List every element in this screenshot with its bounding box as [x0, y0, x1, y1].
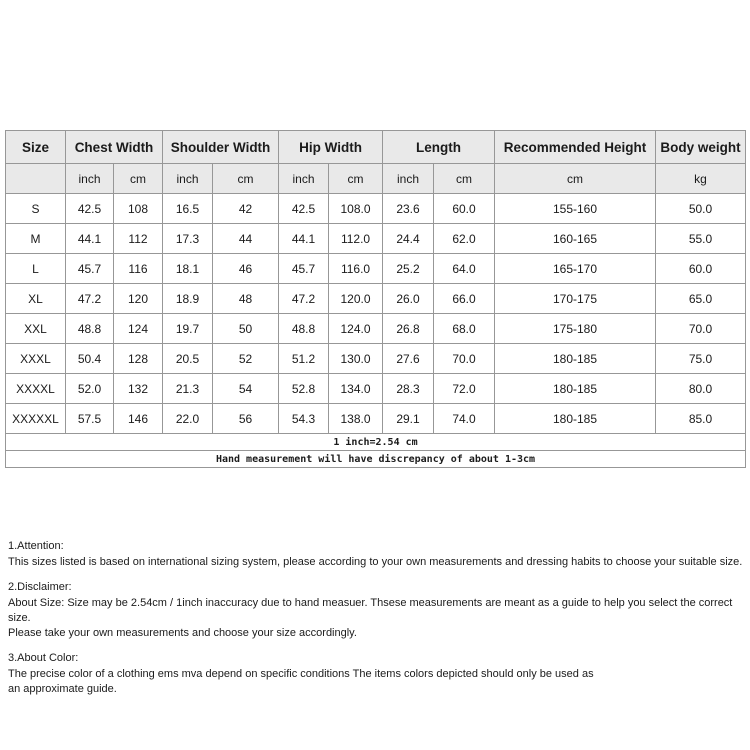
section-attention-title: 1.Attention:	[8, 540, 64, 552]
measurement-cell: 26.8	[383, 314, 434, 344]
size-chart-table	[5, 130, 746, 468]
column-header-body-weight: Body weight	[656, 131, 746, 164]
section-attention	[8, 539, 746, 570]
measurement-cell: 44.1	[279, 224, 329, 254]
size-label-cell: XXL	[6, 314, 66, 344]
column-header-shoulder-width: Shoulder Width	[163, 131, 279, 164]
measurement-cell: 65.0	[656, 284, 746, 314]
measurement-cell: 56	[213, 404, 279, 434]
unit-cell-chest-cm: cm	[114, 164, 163, 194]
header-row-units	[6, 164, 746, 194]
measurement-cell: 54.3	[279, 404, 329, 434]
measurement-cell: 60.0	[656, 254, 746, 284]
unit-cell-height-cm: cm	[495, 164, 656, 194]
section-disclaimer-title: 2.Disclaimer:	[8, 581, 72, 593]
measurement-cell: 21.3	[163, 374, 213, 404]
table-row	[6, 254, 746, 284]
column-header-hip-width: Hip Width	[279, 131, 383, 164]
measurement-cell: 52	[213, 344, 279, 374]
measurement-cell: 108	[114, 194, 163, 224]
table-row	[6, 284, 746, 314]
measurement-cell: 26.0	[383, 284, 434, 314]
unit-cell-hip-cm: cm	[329, 164, 383, 194]
measurement-cell: 48.8	[66, 314, 114, 344]
measurement-cell: 44.1	[66, 224, 114, 254]
unit-cell-shoulder-inch: inch	[163, 164, 213, 194]
unit-cell-length-cm: cm	[434, 164, 495, 194]
measurement-cell: 138.0	[329, 404, 383, 434]
measurement-cell: 124	[114, 314, 163, 344]
unit-cell-hip-inch: inch	[279, 164, 329, 194]
column-header-recommended-height: Recommended Height	[495, 131, 656, 164]
size-label-cell: XXXL	[6, 344, 66, 374]
column-header-size: Size	[6, 131, 66, 164]
table-row	[6, 224, 746, 254]
table-row	[6, 374, 746, 404]
measurement-cell: 80.0	[656, 374, 746, 404]
measurement-cell: 54	[213, 374, 279, 404]
measurement-cell: 120.0	[329, 284, 383, 314]
measurement-cell: 24.4	[383, 224, 434, 254]
note-inch-conversion: 1 inch=2.54 cm	[6, 434, 746, 451]
unit-cell-length-inch: inch	[383, 164, 434, 194]
unit-cell-shoulder-cm: cm	[213, 164, 279, 194]
section-disclaimer	[8, 580, 746, 641]
measurement-cell: 48	[213, 284, 279, 314]
measurement-cell: 146	[114, 404, 163, 434]
measurement-cell: 130.0	[329, 344, 383, 374]
size-label-cell: XXXXXL	[6, 404, 66, 434]
size-label-cell: L	[6, 254, 66, 284]
measurement-cell: 66.0	[434, 284, 495, 314]
measurement-cell: 46	[213, 254, 279, 284]
size-rows	[6, 194, 746, 434]
header-row-groups	[6, 131, 746, 164]
measurement-cell: 120	[114, 284, 163, 314]
unit-cell-empty	[6, 164, 66, 194]
measurement-cell: 19.7	[163, 314, 213, 344]
note-row-hand-measurement	[6, 451, 746, 468]
measurement-cell: 128	[114, 344, 163, 374]
measurement-cell: 18.1	[163, 254, 213, 284]
section-disclaimer-text-1: About Size: Size may be 2.54cm / 1inch inaccuracy due to hand measuer. Thsese measurements are meant as a guide to help you select the correct size.	[8, 597, 733, 624]
column-header-length: Length	[383, 131, 495, 164]
table-row	[6, 404, 746, 434]
measurement-cell: 42	[213, 194, 279, 224]
size-chart-table-container	[5, 130, 745, 468]
section-attention-text: This sizes listed is based on international sizing system, please according to your own measurements and dressing habits to choose your suitable size.	[8, 556, 743, 568]
measurement-cell: 29.1	[383, 404, 434, 434]
measurement-cell: 17.3	[163, 224, 213, 254]
measurement-cell: 62.0	[434, 224, 495, 254]
measurement-cell: 50	[213, 314, 279, 344]
measurement-cell: 16.5	[163, 194, 213, 224]
measurement-cell: 116.0	[329, 254, 383, 284]
measurement-cell: 18.9	[163, 284, 213, 314]
measurement-cell: 20.5	[163, 344, 213, 374]
note-hand-measurement: Hand measurement will have discrepancy of about 1-3cm	[6, 451, 746, 468]
measurement-cell: 42.5	[279, 194, 329, 224]
measurement-cell: 70.0	[434, 344, 495, 374]
measurement-cell: 52.8	[279, 374, 329, 404]
measurement-cell: 47.2	[66, 284, 114, 314]
size-label-cell: M	[6, 224, 66, 254]
measurement-cell: 50.0	[656, 194, 746, 224]
measurement-cell: 68.0	[434, 314, 495, 344]
info-text-area	[8, 539, 746, 707]
measurement-cell: 42.5	[66, 194, 114, 224]
measurement-cell: 52.0	[66, 374, 114, 404]
measurement-cell: 132	[114, 374, 163, 404]
column-header-chest-width: Chest Width	[66, 131, 163, 164]
measurement-cell: 134.0	[329, 374, 383, 404]
unit-cell-weight-kg: kg	[656, 164, 746, 194]
measurement-cell: 155-160	[495, 194, 656, 224]
measurement-cell: 47.2	[279, 284, 329, 314]
measurement-cell: 180-185	[495, 404, 656, 434]
measurement-cell: 23.6	[383, 194, 434, 224]
measurement-cell: 112	[114, 224, 163, 254]
measurement-cell: 44	[213, 224, 279, 254]
measurement-cell: 70.0	[656, 314, 746, 344]
measurement-cell: 170-175	[495, 284, 656, 314]
measurement-cell: 108.0	[329, 194, 383, 224]
measurement-cell: 180-185	[495, 374, 656, 404]
measurement-cell: 25.2	[383, 254, 434, 284]
measurement-cell: 60.0	[434, 194, 495, 224]
measurement-cell: 116	[114, 254, 163, 284]
measurement-cell: 112.0	[329, 224, 383, 254]
size-label-cell: XXXXL	[6, 374, 66, 404]
measurement-cell: 72.0	[434, 374, 495, 404]
measurement-cell: 85.0	[656, 404, 746, 434]
measurement-cell: 51.2	[279, 344, 329, 374]
measurement-cell: 124.0	[329, 314, 383, 344]
measurement-cell: 48.8	[279, 314, 329, 344]
section-disclaimer-text-2: Please take your own measurements and choose your size accordingly.	[8, 627, 357, 639]
measurement-cell: 165-170	[495, 254, 656, 284]
measurement-cell: 45.7	[66, 254, 114, 284]
measurement-cell: 75.0	[656, 344, 746, 374]
table-row	[6, 344, 746, 374]
unit-cell-chest-inch: inch	[66, 164, 114, 194]
measurement-cell: 27.6	[383, 344, 434, 374]
table-row	[6, 194, 746, 224]
measurement-cell: 64.0	[434, 254, 495, 284]
measurement-cell: 160-165	[495, 224, 656, 254]
measurement-cell: 180-185	[495, 344, 656, 374]
section-about-color	[8, 651, 746, 697]
measurement-cell: 57.5	[66, 404, 114, 434]
note-row-inch-conversion	[6, 434, 746, 451]
measurement-cell: 28.3	[383, 374, 434, 404]
section-about-color-text-2: an approximate guide.	[8, 683, 117, 695]
section-about-color-title: 3.About Color:	[8, 652, 79, 664]
measurement-cell: 175-180	[495, 314, 656, 344]
measurement-cell: 50.4	[66, 344, 114, 374]
section-about-color-text-1: The precise color of a clothing ems mva depend on specific conditions The items colors depicted should only be used as	[8, 668, 594, 680]
measurement-cell: 55.0	[656, 224, 746, 254]
size-label-cell: S	[6, 194, 66, 224]
measurement-cell: 74.0	[434, 404, 495, 434]
measurement-cell: 45.7	[279, 254, 329, 284]
size-label-cell: XL	[6, 284, 66, 314]
measurement-cell: 22.0	[163, 404, 213, 434]
table-row	[6, 314, 746, 344]
